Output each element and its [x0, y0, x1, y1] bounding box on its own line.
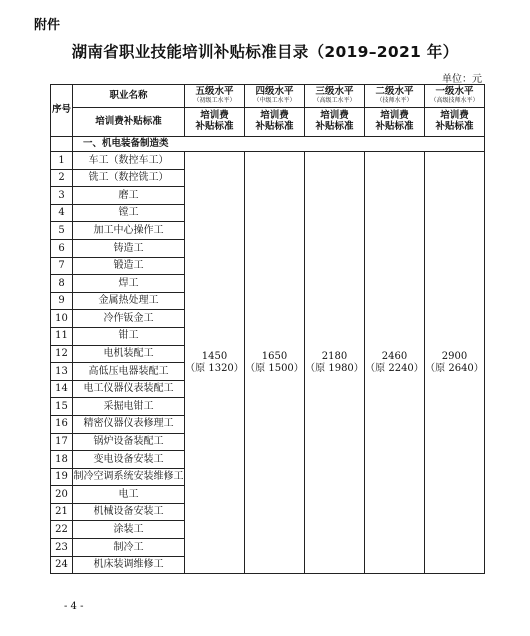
occupation-name: 机械设备安装工: [73, 503, 185, 521]
row-number: 1: [51, 152, 73, 170]
level-name: 四级水平: [255, 86, 294, 98]
row-number: 6: [51, 239, 73, 257]
occupation-name: 磨工: [73, 187, 185, 205]
level-name: 二级水平: [375, 86, 414, 98]
original-amount: （原 2240）: [365, 362, 424, 374]
subsidy-amount: 1450: [201, 351, 228, 363]
row-number: 2: [51, 169, 73, 187]
header-fee-4: [245, 108, 305, 137]
std-label: 补贴标准: [255, 121, 294, 132]
row-number: 18: [51, 451, 73, 469]
subsidy-value-level-3: [305, 152, 365, 574]
original-amount: （原 2640）: [425, 362, 484, 374]
unit-label: 单位：元: [442, 74, 482, 85]
std-label: 补贴标准: [315, 121, 354, 132]
std-label: 补贴标准: [435, 121, 474, 132]
table-row: [51, 152, 485, 170]
original-amount: （原 1980）: [305, 362, 364, 374]
header-level-3: [305, 85, 365, 108]
header-level-1: [425, 85, 485, 108]
level-sub: （初级工水平）: [193, 97, 236, 105]
row-number: 7: [51, 257, 73, 275]
fee-label: 培训费: [260, 110, 289, 122]
occupation-name: 车工（数控车工）: [73, 152, 185, 170]
header-standard: 培训费补贴标准: [73, 108, 185, 137]
occupation-name: 锻造工: [73, 257, 185, 275]
subsidy-amount: 2900: [441, 351, 468, 363]
original-amount: （原 1500）: [245, 362, 304, 374]
level-sub: （高级技师水平）: [430, 97, 479, 105]
row-number: 9: [51, 292, 73, 310]
occupation-name: 变电设备安装工: [73, 451, 185, 469]
occupation-name: 高低压电器装配工: [73, 363, 185, 381]
header-fee-2: [365, 108, 425, 137]
header-level-5: [185, 85, 245, 108]
level-sub: （高级工水平）: [313, 97, 356, 105]
row-number: 21: [51, 503, 73, 521]
subsidy-value-level-5: [185, 152, 245, 574]
occupation-name: 机床装调维修工: [73, 556, 185, 574]
subsidy-value-level-4: [245, 152, 305, 574]
row-number: 3: [51, 187, 73, 205]
row-number: 14: [51, 380, 73, 398]
row-number: 15: [51, 398, 73, 416]
occupation-name: 制冷工: [73, 539, 185, 557]
occupation-name: 加工中心操作工: [73, 222, 185, 240]
occupation-name: 锅炉设备装配工: [73, 433, 185, 451]
row-number: 12: [51, 345, 73, 363]
fee-label: 培训费: [440, 110, 469, 122]
row-number: 5: [51, 222, 73, 240]
level-sub: （中级工水平）: [253, 97, 296, 105]
level-sub: （技师水平）: [376, 97, 413, 105]
row-number: 13: [51, 363, 73, 381]
header-occupation: 职业名称: [73, 85, 185, 108]
header-level-2: [365, 85, 425, 108]
occupation-name: 金属热处理工: [73, 292, 185, 310]
std-label: 补贴标准: [195, 121, 234, 132]
header-fee-3: [305, 108, 365, 137]
occupation-name: 焊工: [73, 275, 185, 293]
attachment-label: 附件: [34, 18, 61, 33]
occupation-name: 电工仪器仪表装配工: [73, 380, 185, 398]
header-level-4: [245, 85, 305, 108]
occupation-name: 采掘电钳工: [73, 398, 185, 416]
row-number: 19: [51, 468, 73, 486]
occupation-name: 铣工（数控铣工）: [73, 169, 185, 187]
occupation-name: 铸造工: [73, 239, 185, 257]
level-name: 一级水平: [435, 86, 474, 98]
subsidy-value-level-2: [365, 152, 425, 574]
subsidy-amount: 1650: [261, 351, 288, 363]
subsidy-amount: 2180: [321, 351, 348, 363]
category-label: 一、机电装备制造类: [73, 137, 485, 152]
level-name: 三级水平: [315, 86, 354, 98]
fee-label: 培训费: [320, 110, 349, 122]
row-number: 8: [51, 275, 73, 293]
category-seq-cell: [51, 137, 73, 152]
occupation-name: 电机装配工: [73, 345, 185, 363]
row-number: 24: [51, 556, 73, 574]
occupation-name: 镗工: [73, 204, 185, 222]
row-number: 17: [51, 433, 73, 451]
occupation-name: 涂装工: [73, 521, 185, 539]
occupation-name: 电工: [73, 486, 185, 504]
header-fee-5: [185, 108, 245, 137]
row-number: 20: [51, 486, 73, 504]
row-number: 11: [51, 327, 73, 345]
occupation-name: 精密仪器仪表修理工: [73, 415, 185, 433]
occupation-name: 冷作钣金工: [73, 310, 185, 328]
std-label: 补贴标准: [375, 121, 414, 132]
fee-label: 培训费: [200, 110, 229, 122]
header-seq: 序号: [51, 85, 73, 137]
occupation-name: 制冷空调系统安装维修工: [73, 468, 185, 486]
row-number: 4: [51, 204, 73, 222]
document-title: 湖南省职业技能培训补贴标准目录（2019–2021 年）: [71, 43, 459, 61]
header-fee-1: [425, 108, 485, 137]
level-name: 五级水平: [195, 86, 234, 98]
row-number: 23: [51, 539, 73, 557]
row-number: 22: [51, 521, 73, 539]
page-number: - 4 -: [64, 601, 84, 612]
fee-label: 培训费: [380, 110, 409, 122]
row-number: 10: [51, 310, 73, 328]
subsidy-value-level-1: [425, 152, 485, 574]
row-number: 16: [51, 415, 73, 433]
subsidy-amount: 2460: [381, 351, 408, 363]
subsidy-table: [50, 84, 485, 574]
occupation-name: 钳工: [73, 327, 185, 345]
original-amount: （原 1320）: [185, 362, 244, 374]
